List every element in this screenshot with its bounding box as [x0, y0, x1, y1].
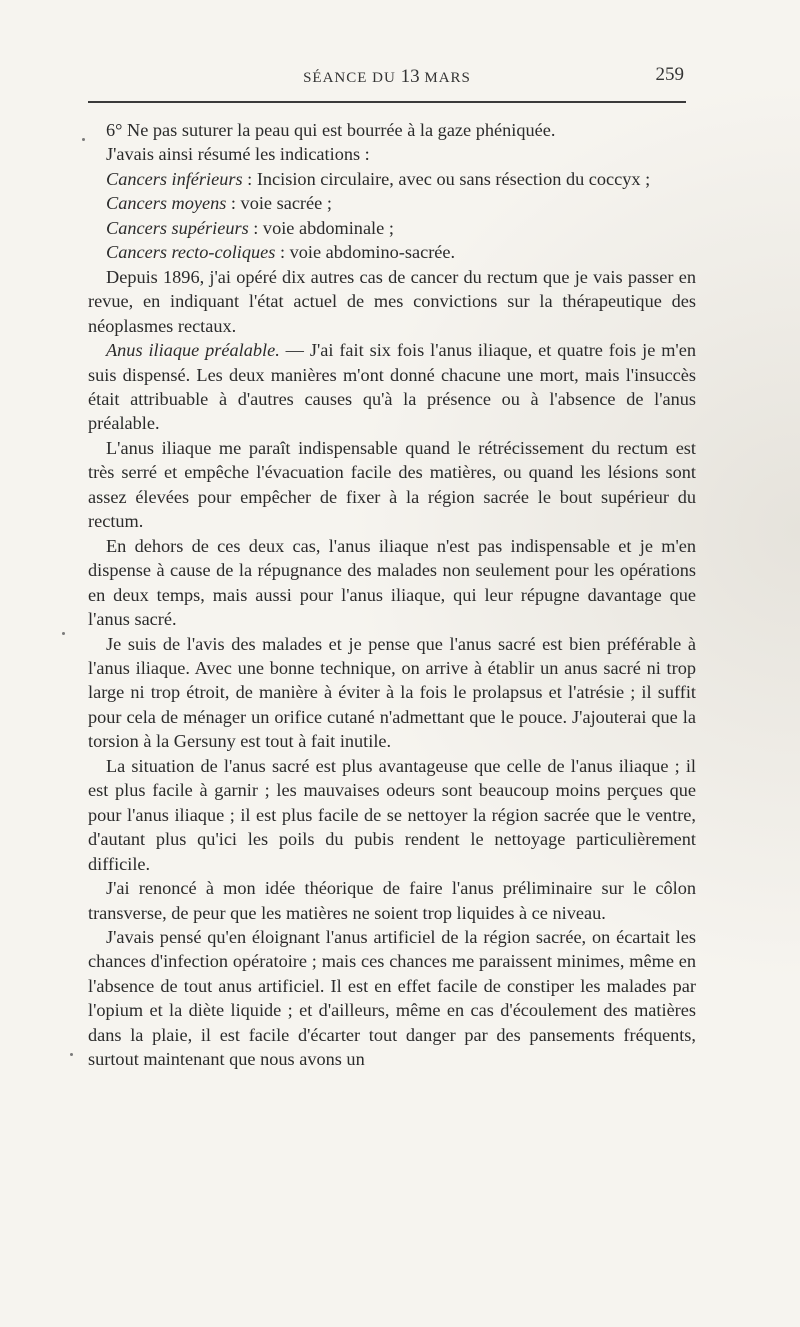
- paragraph-indispensable: L'anus iliaque me paraît indispensable quand le rétrécissement du rectum est très serré et empêche l'évacuation facile des matières, ou quand les lésions sont assez élevées pour empêcher de fixer à la région sacrée le bout supérieur du rectum.: [88, 437, 696, 532]
- indication-label: Cancers inférieurs: [106, 168, 243, 189]
- indication-label: Cancers supérieurs: [106, 217, 249, 238]
- running-title: [88, 66, 686, 88]
- paragraph-pense: J'avais pensé qu'en éloignant l'anus artificiel de la région sacrée, on écartait les chances d'infection opératoire ; mais ces chances me paraissent minimes, même en l'absence de tout anus artificiel. Il est en effet facile de constiper les malades par l'opium et la diète liquide ; et d'ailleurs, même en cas d'écoulement des matières dans la plaie, il est facile d'écarter tout danger par des pansements fréquents, surtout maintenant que nous avons un: [88, 926, 696, 1070]
- paragraph-avis-malades: Je suis de l'avis des malades et je pense que l'anus sacré est bien préférable à l'anus iliaque. Avec une bonne technique, on arrive à établir un anus sacré ni trop large ni trop étroit, de manière à éviter à la fois le prolapsus et l'atrésie ; il suffit pour cela de ménager un orifice cutané n'admettant que le pouce. J'ajouterai que la torsion à la Gersuny est tout à fait inutile.: [88, 633, 696, 752]
- indication-lower: Cancers inférieurs : Incision circulaire, avec ou sans résection du coccyx ;: [106, 168, 651, 189]
- paragraph-en-dehors: En dehors de ces deux cas, l'anus iliaque n'est pas indispensable et je m'en dispense à cause de la répugnance des malades non seulement pour les opérations en deux temps, mais aussi pour l'anus iliaque, qui leur répugne davantage que l'anus sacré.: [88, 535, 696, 630]
- indication-middle: Cancers moyens : voie sacrée ;: [106, 193, 332, 214]
- paragraph-since-1896: Depuis 1896, j'ai opéré dix autres cas de cancer du rectum que je vais passer en revue, en indiquant l'état actuel de mes convictions sur la thérapeutique des néoplasmes rectaux.: [88, 266, 696, 336]
- body-text: [88, 118, 696, 1072]
- header-rule: [88, 101, 686, 103]
- margin-speck: [62, 632, 65, 635]
- indication-label: Cancers recto-coliques: [106, 242, 276, 263]
- paragraph-1: 6° Ne pas suturer la peau qui est bourrée à la gaze phéniquée.: [106, 120, 556, 140]
- section-heading: Anus iliaque préalable.: [106, 340, 280, 361]
- paragraph-situation: La situation de l'anus sacré est plus avantageuse que celle de l'anus iliaque ; il est plus facile à garnir ; les mauvaises odeurs sont beaucoup moins perçues que pour l'anus iliaque ; il est plus facile de se nettoyer la région sacrée que le ventre, d'autant plus qu'ici les poils du pubis rendent le nettoyage particulièrement difficile.: [88, 755, 696, 874]
- indication-rectocolic: Cancers recto-coliques : voie abdomino-sacrée.: [106, 242, 456, 263]
- paragraph-renonce: J'ai renoncé à mon idée théorique de faire l'anus préliminaire sur le côlon transverse, de peur que les matières ne soient trop liquides à ce niveau.: [88, 878, 696, 923]
- indication-label: Cancers moyens: [106, 193, 227, 214]
- running-title-day: 13: [400, 66, 420, 87]
- margin-speck: [82, 138, 85, 141]
- running-title-prefix: SÉANCE DU: [303, 70, 401, 86]
- indication-upper: Cancers supérieurs : voie abdominale ;: [106, 217, 394, 238]
- running-head: [88, 64, 686, 90]
- margin-speck: [70, 1053, 73, 1056]
- paragraph-2: J'avais ainsi résumé les indications :: [106, 144, 370, 165]
- running-title-suffix: MARS: [419, 70, 471, 86]
- page-number: 259: [655, 64, 684, 85]
- paragraph-anus-iliaque: Anus iliaque préalable. — J'ai fait six fois l'anus iliaque, et quatre fois je m'en suis dispensé. Les deux manières m'ont donné chacune une mort, mais l'insuccès était attribuable à d'autres causes qu'à la présence ou à l'absence de l'anus préalable.: [88, 340, 696, 434]
